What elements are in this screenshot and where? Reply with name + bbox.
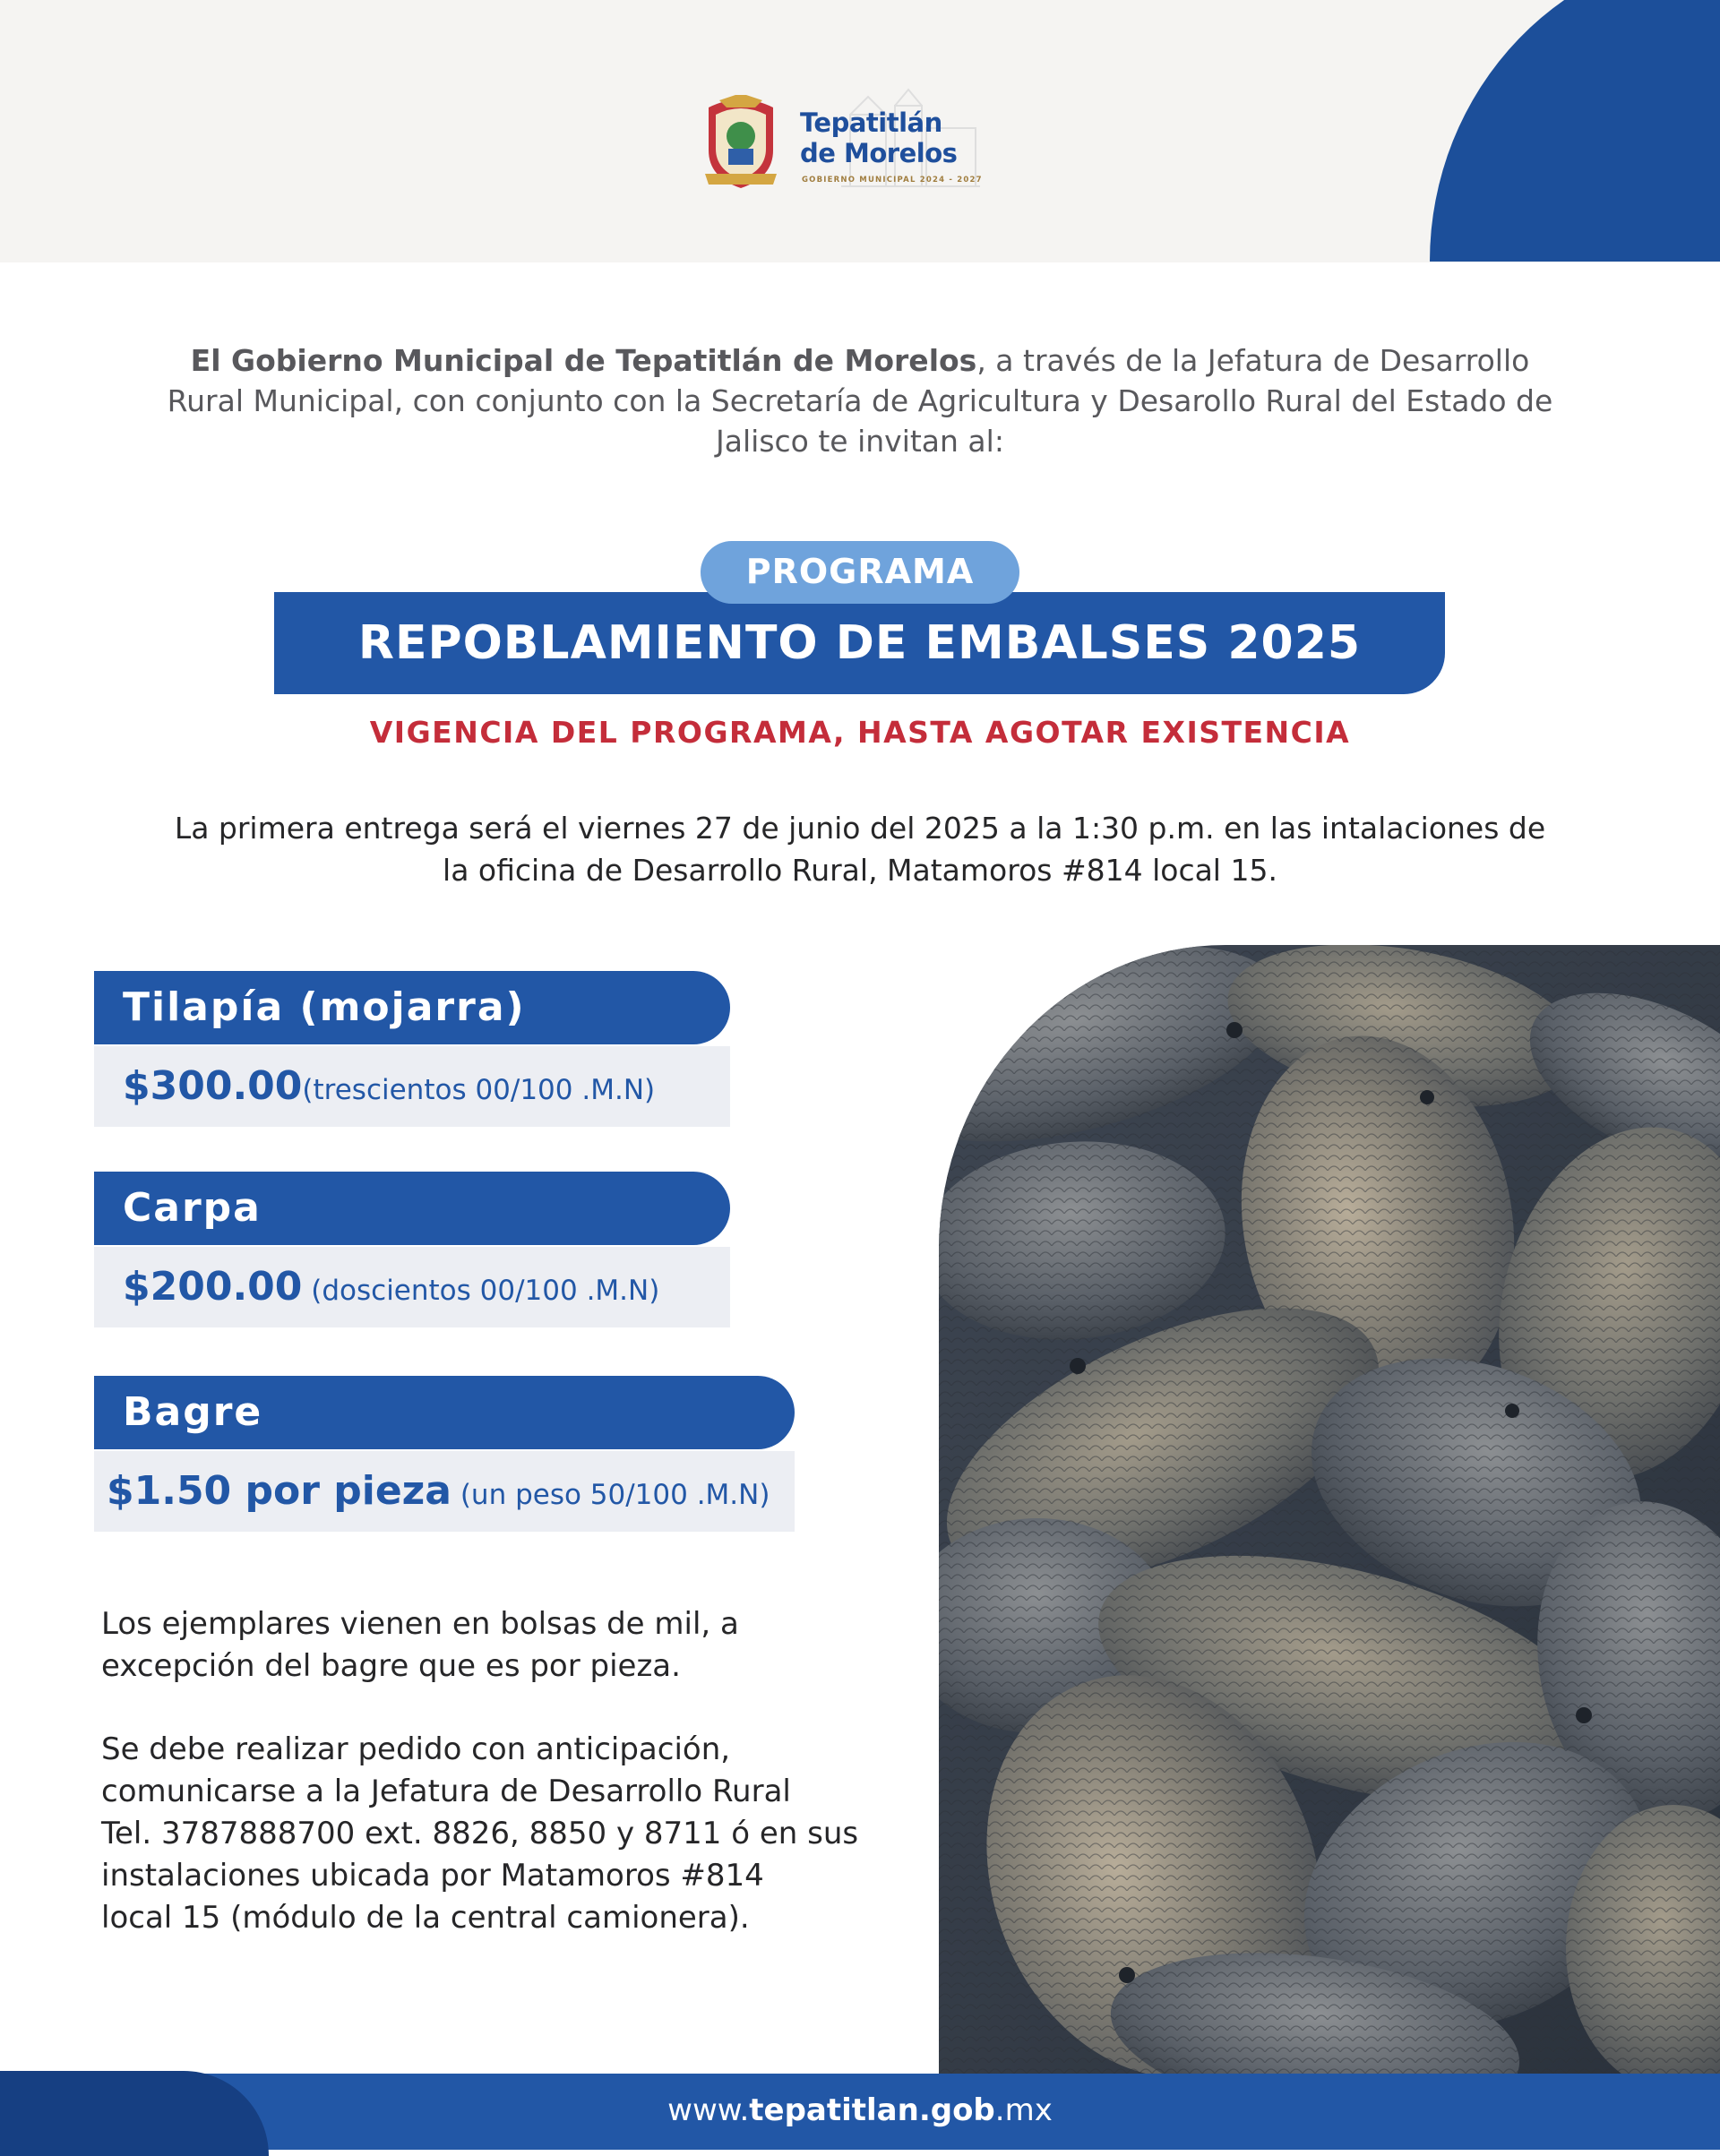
- municipal-logo: [701, 95, 1006, 195]
- program-pill: PROGRAMA: [701, 541, 1019, 604]
- fish-pile-image: [939, 945, 1720, 2074]
- website-domain: tepatitlan.gob: [749, 2092, 995, 2128]
- intro-paragraph: [152, 340, 1568, 461]
- website-suffix: .mx: [994, 2092, 1053, 2128]
- species-tilapia-name: Tilapía (mojarra): [94, 971, 730, 1044]
- species-carpa-price: $200.00: [123, 1264, 303, 1310]
- website-prefix: www.: [667, 2092, 750, 2128]
- note-bags: [101, 1603, 872, 1688]
- logo-title-line2: de Morelos: [800, 138, 958, 168]
- fish-photo: [939, 945, 1720, 2074]
- website-link[interactable]: [0, 2074, 1720, 2150]
- delivery-info: [134, 807, 1586, 891]
- intro-rest: , a través de la Jefatura de Desarrollo Rural Municipal, con conjunto con la Secretaría de Agricultura y Desarollo Rural del Estado de Jalisco te invitan al:: [167, 343, 1553, 459]
- note-order-line4: instalaciones ubicada por Matamoros #814: [101, 1858, 764, 1894]
- note-order: [101, 1729, 872, 1939]
- program-validity: VIGENCIA DEL PROGRAMA, HASTA AGOTAR EXISTENCIA: [369, 715, 1351, 750]
- delivery-line1: La primera entrega será el viernes 27 de junio del 2025 a la 1:30 p.m. en las intalaciones de: [174, 811, 1546, 846]
- logo-title-line1: Tepatitlán: [800, 107, 942, 138]
- species-bagre-name: Bagre: [94, 1376, 795, 1449]
- logo-subtitle: GOBIERNO MUNICIPAL 2024 - 2027: [802, 176, 983, 185]
- species-bagre-price: $1.50 por pieza: [107, 1468, 452, 1514]
- species-carpa-price-box: [94, 1247, 730, 1327]
- note-bags-line1: Los ejemplares vienen en bolsas de mil, a: [101, 1606, 739, 1642]
- species-tilapia-price: $300.00: [123, 1063, 303, 1109]
- species-bagre-price-words: (un peso 50/100 .M.N): [451, 1479, 770, 1511]
- delivery-line2: la oficina de Desarrollo Rural, Matamoros #814 local 15.: [443, 853, 1277, 888]
- note-order-line2: comunicarse a la Jefatura de Desarrollo Rural: [101, 1774, 791, 1809]
- species-tilapia-price-box: [94, 1046, 730, 1127]
- intro-bold: El Gobierno Municipal de Tepatitlán de Morelos: [190, 343, 977, 378]
- note-bags-line2: excepción del bagre que es por pieza.: [101, 1648, 681, 1684]
- coat-of-arms-icon: [701, 95, 780, 190]
- species-bagre-price-box: [94, 1451, 795, 1532]
- note-order-line5: local 15 (módulo de la central camionera).: [101, 1900, 750, 1936]
- note-order-line3: Tel. 3787888700 ext. 8826, 8850 y 8711 ó en sus: [101, 1816, 859, 1851]
- species-tilapia-price-words: (trescientos 00/100 .M.N): [302, 1074, 656, 1106]
- species-carpa-name: Carpa: [94, 1172, 730, 1245]
- species-carpa-price-words: (doscientos 00/100 .M.N): [302, 1275, 660, 1307]
- note-order-line1: Se debe realizar pedido con anticipación,: [101, 1731, 731, 1767]
- program-title: REPOBLAMIENTO DE EMBALSES 2025: [274, 592, 1445, 694]
